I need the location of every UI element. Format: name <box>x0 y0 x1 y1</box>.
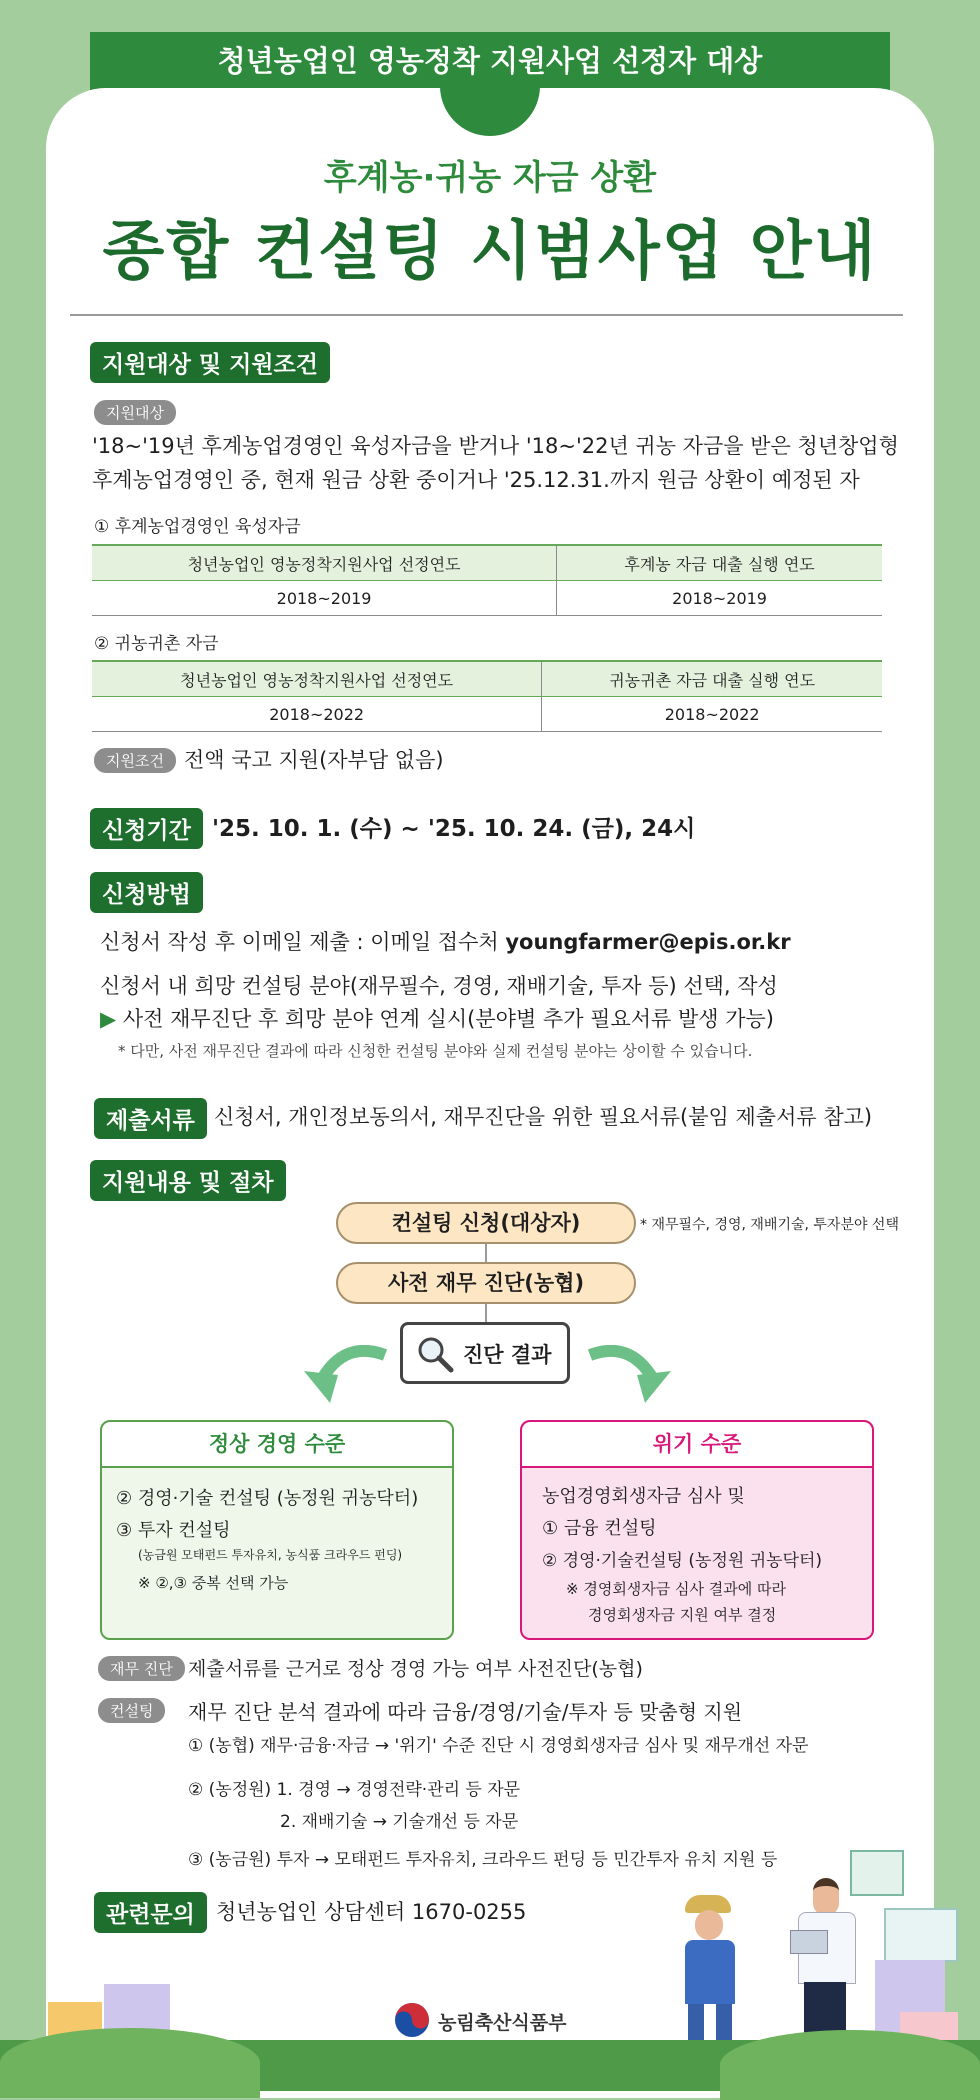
arrow-left-curve-icon <box>290 1345 390 1405</box>
ministry-name: 농림축산식품부 <box>438 2012 567 2034</box>
crisis-line-3: ② 경영·기술컨설팅 (농정원 귀농닥터) <box>542 1551 823 1571</box>
table1-cell-2: 2018~2019 <box>557 581 882 616</box>
hill-right <box>720 2030 980 2100</box>
consulting-text: 재무 진단 분석 결과에 따라 금융/경영/기술/투자 등 맞춤형 지원 <box>188 1700 743 1724</box>
pie-chart-board-icon <box>850 1850 904 1896</box>
section-contact-heading: 관련문의 <box>94 1892 207 1933</box>
method-line-1-prefix: 신청서 작성 후 이메일 제출 : 이메일 접수처 <box>100 930 506 954</box>
arrow-right-curve-icon <box>585 1345 685 1405</box>
table2-cell-2: 2018~2022 <box>542 697 882 732</box>
crisis-line-2: ① 금융 컨설팅 <box>542 1518 657 1539</box>
consultant-head <box>813 1878 839 1916</box>
flow-step-result-label: 진단 결과 <box>463 1343 552 1367</box>
hill-left <box>0 2028 260 2098</box>
arrow-right-icon: ▶ <box>100 1007 117 1031</box>
table2-caption: ② 귀농귀촌 자금 <box>94 634 219 654</box>
flow-step-apply: 컨설팅 신청(대상자) <box>336 1202 636 1244</box>
normal-line-4: ※ ②,③ 중복 선택 가능 <box>138 1574 289 1592</box>
crisis-line-5: 경영회생자금 지원 여부 결정 <box>588 1606 777 1624</box>
target-line-1: '18~'19년 후계농업경영인 육성자금을 받거나 '18~'22년 귀농 자금을 받은 청년창업형 <box>92 434 899 458</box>
taegeuk-emblem-icon <box>392 2000 432 2040</box>
consulting-item-3: ③ (농금원) 투자 → 모태펀드 투자유치, 크라우드 펀딩 등 민간투자 유치 지원 등 <box>188 1850 778 1870</box>
section-eligibility-heading: 지원대상 및 지원조건 <box>90 342 330 383</box>
table1-cell-1: 2018~2019 <box>92 581 557 616</box>
table1-header-1: 청년농업인 영농정착지원사업 선정연도 <box>92 545 557 581</box>
farmer-body <box>685 1940 735 2004</box>
condition-pill: 지원조건 <box>94 748 176 773</box>
method-line-3-text: 사전 재무진단 후 희망 분야 연계 실시(분야별 추가 필요서류 발생 가능) <box>122 1007 774 1031</box>
condition-text: 전액 국고 지원(자부담 없음) <box>184 748 444 772</box>
section-process-heading: 지원내용 및 절차 <box>90 1160 286 1201</box>
method-line-2: 신청서 내 희망 컨설팅 분야(재무필수, 경영, 재배기술, 투자 등) 선택, 작성 <box>100 974 778 998</box>
flow-step-result <box>400 1322 570 1384</box>
table2-header-2: 귀농귀촌 자금 대출 실행 연도 <box>542 661 882 697</box>
table-return-farmer-fund <box>92 660 882 732</box>
normal-line-2: ③ 투자 컨설팅 <box>116 1520 231 1541</box>
section-period-heading: 신청기간 <box>90 808 203 849</box>
normal-line-1: ② 경영·기술 컨설팅 (농정원 귀농닥터) <box>116 1488 419 1509</box>
email-address: youngfarmer@epis.or.kr <box>505 930 791 954</box>
target-pill: 지원대상 <box>94 400 176 425</box>
section-documents-heading: 제출서류 <box>94 1098 207 1139</box>
crisis-level-box <box>520 1420 874 1640</box>
period-text: '25. 10. 1. (수) ~ '25. 10. 24. (금), 24시 <box>212 816 696 842</box>
crisis-level-title: 위기 수준 <box>522 1422 872 1468</box>
divider <box>70 314 903 316</box>
crisis-line-4: ※ 경영회생자금 심사 결과에 따라 <box>566 1580 787 1598</box>
consulting-item-2: ② (농정원) 1. 경영 → 경영전략·관리 등 자문 <box>188 1780 521 1800</box>
normal-level-box <box>100 1420 454 1640</box>
top-banner: 청년농업인 영농정착 지원사업 선정자 대상 <box>90 32 890 90</box>
normal-level-title: 정상 경영 수준 <box>102 1422 452 1468</box>
crisis-line-1: 농업경영회생자금 심사 및 <box>542 1486 745 1507</box>
diagnosis-pill: 재무 진단 <box>98 1656 185 1681</box>
flow-step-apply-note: * 재무필수, 경영, 재배기술, 투자분야 선택 <box>640 1217 899 1233</box>
method-line-1 <box>100 926 791 956</box>
section-method-heading: 신청방법 <box>90 872 203 913</box>
consulting-item-2b: 2. 재배기술 → 기술개선 등 자문 <box>280 1812 519 1832</box>
table1-caption: ① 후계농업경영인 육성자금 <box>94 517 301 537</box>
table2-header-1: 청년농업인 영농정착지원사업 선정연도 <box>92 661 542 697</box>
line-chart-board-icon <box>884 1908 958 1962</box>
normal-line-3: (농금원 모태펀드 투자유치, 농식품 크라우드 펀딩) <box>138 1548 403 1562</box>
page-title: 종합 컨설팅 시범사업 안내 <box>102 215 878 289</box>
documents-text: 신청서, 개인정보동의서, 재무진단을 위한 필요서류(붙임 제출서류 참고) <box>214 1105 873 1129</box>
contact-text: 청년농업인 상담센터 1670-0255 <box>216 1900 527 1924</box>
method-line-3 <box>100 1003 774 1033</box>
farmer-leg <box>688 2004 704 2040</box>
table1-header-2: 후계농 자금 대출 실행 연도 <box>557 545 882 581</box>
magnifier-icon <box>415 1334 455 1374</box>
footer-logo-box <box>340 2000 640 2040</box>
farmer-head <box>695 1910 723 1940</box>
target-line-2: 후계농업경영인 중, 현재 원금 상환 중이거나 '25.12.31.까지 원금 상환이 예정된 자 <box>92 468 860 492</box>
table-youth-farmer-fund <box>92 544 882 616</box>
consulting-pill: 컨설팅 <box>98 1698 165 1723</box>
method-note: * 다만, 사전 재무진단 결과에 따라 신청한 컨설팅 분야와 실제 컨설팅 분야는 상이할 수 있습니다. <box>118 1042 753 1060</box>
flow-step-diagnosis: 사전 재무 진단(농협) <box>336 1262 636 1304</box>
farmer-leg <box>716 2004 732 2040</box>
laptop-icon <box>790 1930 828 1954</box>
consulting-item-1: ① (농협) 재무·금융·자금 → '위기' 수준 진단 시 경영회생자금 심사 및 재무개선 자문 <box>188 1736 809 1756</box>
page-subtitle: 후계농·귀농 자금 상환 <box>323 158 657 198</box>
table2-cell-1: 2018~2022 <box>92 697 542 732</box>
diagnosis-text: 제출서류를 근거로 정상 경영 가능 여부 사전진단(농협) <box>188 1658 643 1680</box>
